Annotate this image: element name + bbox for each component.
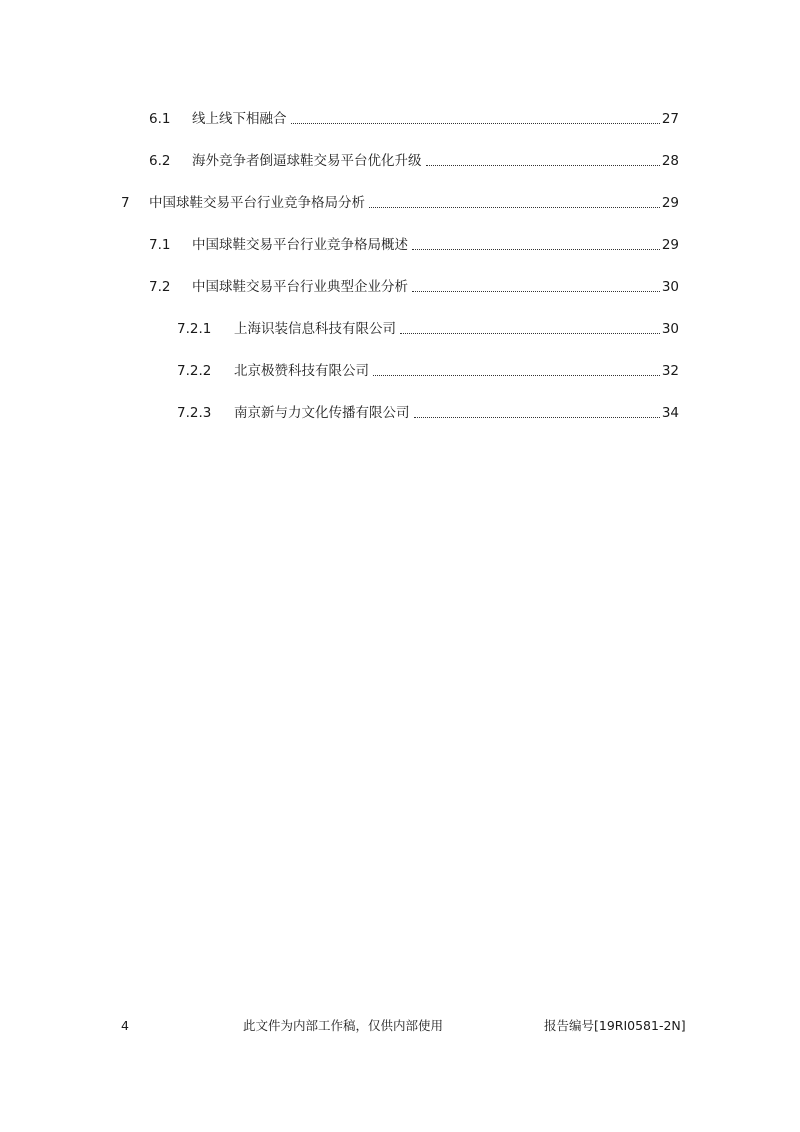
toc-entry-page: 30 <box>661 279 679 295</box>
toc-dot-leader <box>412 248 660 250</box>
toc-entry-6-1[interactable] <box>149 109 679 129</box>
toc-dot-leader <box>291 122 660 124</box>
toc-entry-page: 34 <box>661 405 679 421</box>
footer-confidential-notice: 此文件为内部工作稿，仅供内部使用 <box>243 1018 444 1033</box>
toc-entry-title: 南京新与力文化传播有限公司 <box>234 405 410 421</box>
toc-dot-leader <box>414 416 660 418</box>
toc-entry-page: 29 <box>661 195 679 211</box>
toc-entry-number: 7.1 <box>149 237 171 253</box>
toc-entry-number: 6.2 <box>149 153 171 169</box>
toc-dot-leader <box>426 164 660 166</box>
toc-entry-title: 北京极赞科技有限公司 <box>234 363 369 379</box>
toc-entry-number: 6.1 <box>149 111 171 127</box>
toc-entry-page: 32 <box>661 363 679 379</box>
toc-entry-page: 29 <box>661 237 679 253</box>
page-footer <box>0 1016 800 1036</box>
toc-entry-title: 中国球鞋交易平台行业典型企业分析 <box>192 279 408 295</box>
toc-entry-number: 7.2.3 <box>177 405 212 421</box>
toc-entry-title: 中国球鞋交易平台行业竞争格局分析 <box>149 195 365 211</box>
toc-entry-page: 30 <box>661 321 679 337</box>
toc-entry-page: 27 <box>661 111 679 127</box>
toc-entry-number: 7.2.2 <box>177 363 212 379</box>
toc-entry-number: 7.2.1 <box>177 321 212 337</box>
toc-entry-number: 7 <box>121 195 130 211</box>
toc-entry-7-2-2[interactable] <box>177 361 679 381</box>
toc-entry-title: 线上线下相融合 <box>192 111 287 127</box>
toc-entry-title: 上海识装信息科技有限公司 <box>234 321 396 337</box>
toc-entry-7-2[interactable] <box>149 277 679 297</box>
toc-entry-number: 7.2 <box>149 279 171 295</box>
toc-entry-7[interactable] <box>121 193 679 213</box>
toc-dot-leader <box>412 290 660 292</box>
toc-entry-7-1[interactable] <box>149 235 679 255</box>
footer-report-id: 报告编号[19RI0581-2N] <box>544 1018 686 1033</box>
toc-entry-title: 中国球鞋交易平台行业竞争格局概述 <box>192 237 408 253</box>
toc-dot-leader <box>369 206 660 208</box>
toc-entry-page: 28 <box>661 153 679 169</box>
toc-dot-leader <box>400 332 660 334</box>
toc-dot-leader <box>373 374 660 376</box>
toc-entry-7-2-3[interactable] <box>177 403 679 423</box>
toc-entry-6-2[interactable] <box>149 151 679 171</box>
toc-entry-7-2-1[interactable] <box>177 319 679 339</box>
toc-entry-title: 海外竞争者倒逼球鞋交易平台优化升级 <box>192 153 422 169</box>
footer-page-number: 4 <box>121 1018 129 1033</box>
